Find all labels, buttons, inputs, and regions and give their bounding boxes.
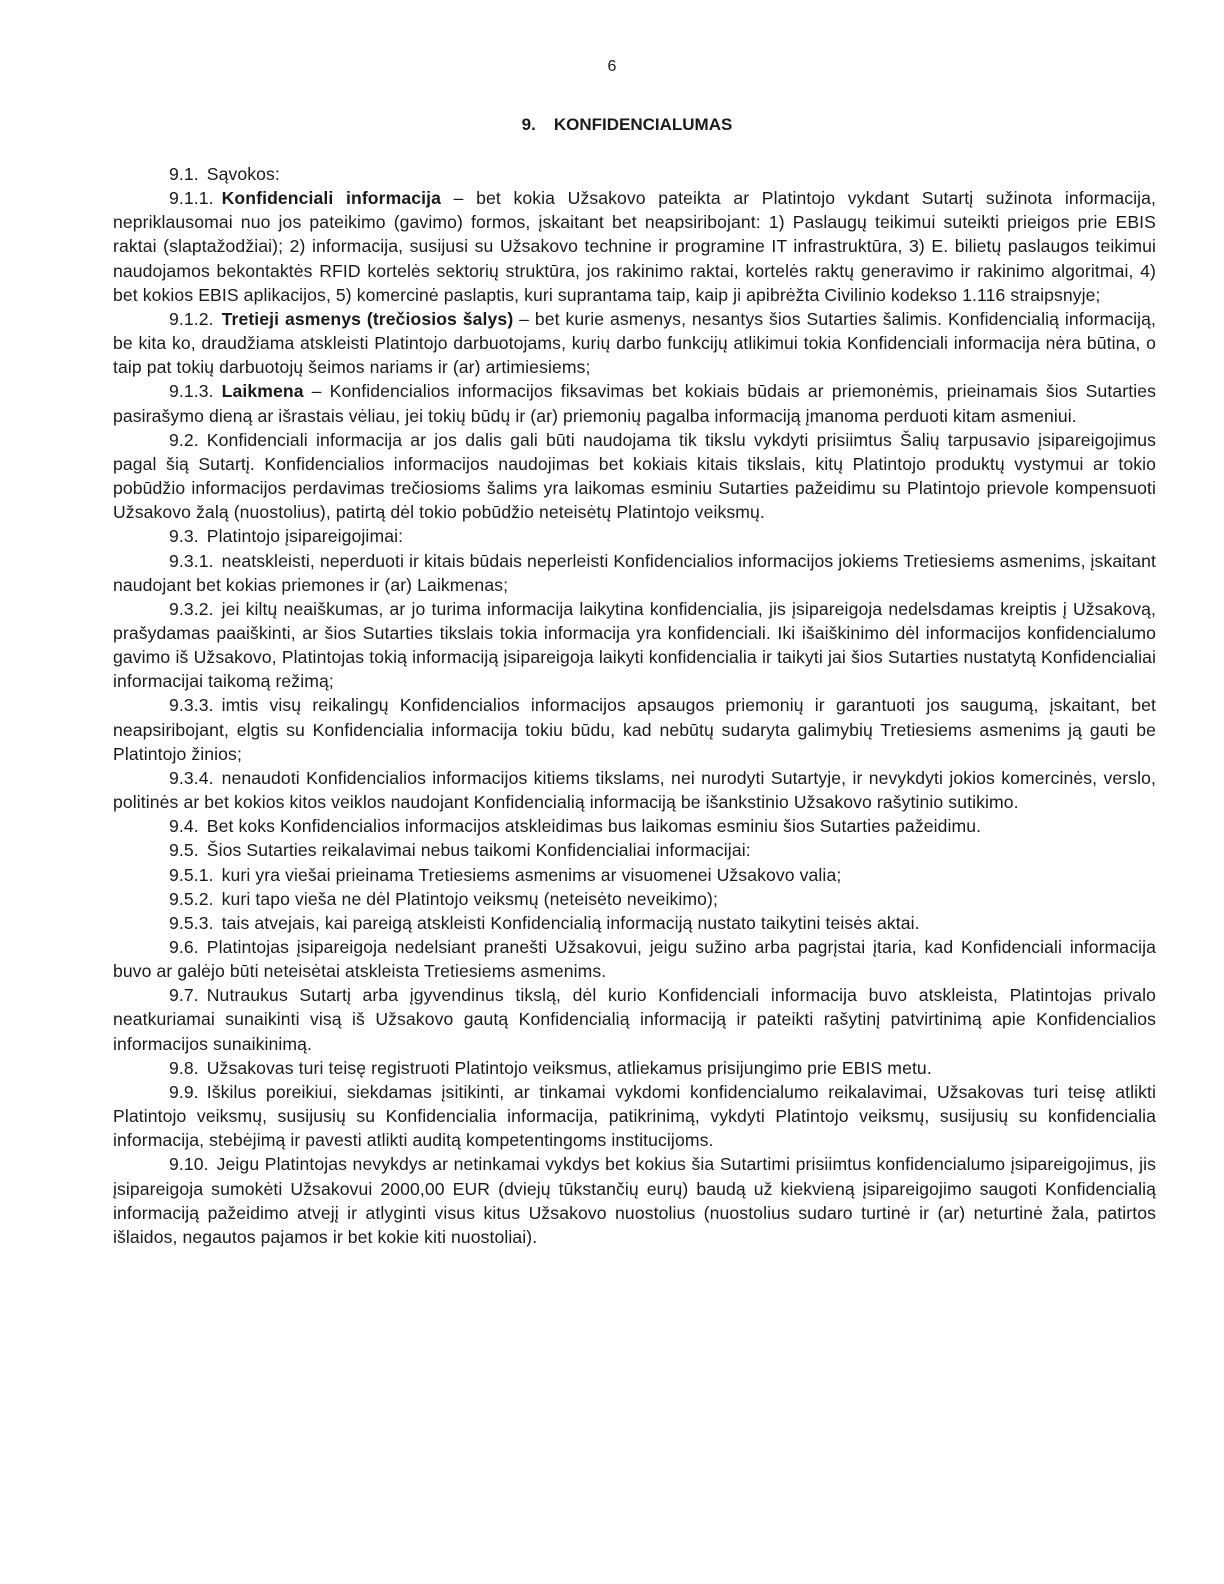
- clause-9-3-4: [113, 766, 1156, 814]
- clause-number: 9.4.: [169, 816, 199, 837]
- clause-9-6: [113, 935, 1156, 983]
- clause-number: 9.5.: [169, 840, 199, 861]
- clause-9-3-1: [113, 549, 1156, 597]
- clause-text: Platintojo įsipareigojimai:: [206, 526, 404, 547]
- clause-number: 9.3.3.: [169, 695, 214, 716]
- clause-number: 9.9.: [169, 1081, 199, 1102]
- clause-9-1-3: [113, 379, 1156, 427]
- clause-9-3-3: [113, 693, 1156, 765]
- clause-number: 9.1.1.: [169, 188, 214, 209]
- clause-text: Užsakovas turi teisę registruoti Platintojo veiksmus, atliekamus prisijungimo prie EBIS metu.: [206, 1057, 932, 1078]
- document-body: [113, 162, 1156, 1249]
- clause-text: neatskleisti, neperduoti ir kitais būdais neperleisti Konfidencialios informacijos jokiems Tretiesiems asmenims, įskaitant naudojant bet kokias priemones ir (ar) Laikmenas;: [113, 550, 1156, 595]
- clause-number: 9.5.1.: [169, 864, 214, 885]
- clause-text: Sąvokos:: [206, 164, 280, 184]
- clause-9-5: [113, 838, 1156, 862]
- clause-text: Jeigu Platintojas nevykdys ar netinkamai vykdys bet kokius šia Sutartimi prisiimtus konfidencialumo įsipareigojimus, jis įsipareigoja sumokėti Užsakovui 2000,00 EUR (dviejų tūkstančių eurų) baudą už kiekvieną įsipareigojimo saugoti Konfidencialią informaciją pažeidimo atvejį ir atlyginti visus kitus Užsakovo nuostolius (nuostolius sudaro turtinė ir (ar) neturtinė žala, patirtos išlaidos, negautos pajamos ir bet kokie kiti nuostoliai).: [113, 1154, 1156, 1247]
- clause-9-3-2: [113, 597, 1156, 694]
- clause-text: imtis visų reikalingų Konfidencialios informacijos apsaugos priemonių ir garantuoti jos saugumą, įskaitant, bet neapsiribojant, elgtis su Konfidencialia informacija tokiu būdu, kad nebūtų sudaryta galimybių Tretiesiems asmenims ją gauti be Platintojo žinios;: [113, 695, 1156, 764]
- section-title: KONFIDENCIALUMAS: [553, 115, 733, 134]
- section-heading: [0, 114, 1224, 136]
- clause-text: Konfidenciali informacija ar jos dalis gali būti naudojama tik tikslu vykdyti prisiimtus Šalių tarpusavio įsipareigojimus pagal šią Sutartį. Konfidencialios informacijos naudojimas bet kokiais kitais tikslais, kitų Platintojo produktų vystymui ar tokio pobūdžio informacijos perdavimas trečiosioms šalims yra laikomas esminiu Sutarties pažeidimu su Platintojo prievole kompensuoti Užsakovo žalą (nuostolius), patirtą dėl tokio pobūdžio neteisėtų Platintojo veiksmų.: [113, 429, 1156, 523]
- clause-9-3: [113, 524, 1156, 548]
- clause-number: 9.10.: [169, 1154, 209, 1175]
- clause-number: 9.1.2.: [169, 308, 214, 329]
- clause-9-7: [113, 983, 1156, 1055]
- clause-number: 9.5.2.: [169, 888, 214, 909]
- clause-9-4: [113, 814, 1156, 838]
- defined-term: Laikmena: [221, 381, 304, 402]
- clause-9-1-1: [113, 186, 1156, 307]
- clause-number: 9.3.: [169, 526, 199, 547]
- clause-9-5-3: [113, 911, 1156, 935]
- defined-term: Konfidenciali informacija: [221, 188, 441, 209]
- clause-number: 9.2.: [169, 429, 199, 450]
- clause-number: 9.7.: [169, 985, 199, 1006]
- clause-9-1-2: [113, 307, 1156, 379]
- clause-number: 9.8.: [169, 1057, 199, 1078]
- clause-text: – bet kurie asmenys, nesantys šios Sutarties šalimis. Konfidencialią informaciją, be kita ko, draudžiama atskleisti Platintojo darbuotojams, kurių darbo funkcijų atlikimui tokia Konfidenciali informacija nėra būtina, o taip pat tokių darbuotojų šeimos nariams ir (ar) artimiesiems;: [113, 308, 1156, 378]
- clause-text: Platintojas įsipareigoja nedelsiant pranešti Užsakovui, jeigu sužino arba pagrįstai įtaria, kad Konfidenciali informacija buvo ar galėjo būti neteisėtai atskleista Tretiesiems asmenims.: [113, 937, 1156, 982]
- clause-9-2: [113, 428, 1156, 525]
- clause-number: 9.1.: [169, 164, 199, 184]
- clause-number: 9.3.2.: [169, 598, 214, 619]
- clause-text: jei kiltų neaiškumas, ar jo turima informacija laikytina konfidencialia, jis įsipareigoja nedelsdamas kreiptis į Užsakovą, prašydamas paaiškinti, ar šios Sutarties tikslais tokia informacija yra konfidenciali. Iki išaiškinimo dėl informacijos konfidencialumo gavimo iš Užsakovo, Platintojas tokią informaciją įsipareigoja laikyti konfidencialia ir taikyti jai šios Sutarties nustatytą Konfidencialiai informacijai taikomą režimą;: [113, 598, 1156, 692]
- clause-text: Šios Sutarties reikalavimai nebus taikomi Konfidencialiai informacijai:: [206, 840, 751, 861]
- clause-9-9: [113, 1080, 1156, 1152]
- section-number: 9.: [521, 115, 536, 134]
- clause-text: kuri yra viešai prieinama Tretiesiems asmenims ar visuomenei Užsakovo valia;: [221, 864, 842, 885]
- page-number: 6: [607, 58, 617, 75]
- clause-text: kuri tapo vieša ne dėl Platintojo veiksmų (neteisėto neveikimo);: [221, 888, 718, 909]
- clause-text: tais atvejais, kai pareigą atskleisti Konfidencialią informaciją nustato taikytini teisės aktai.: [221, 912, 920, 933]
- clause-number: 9.6.: [169, 937, 199, 957]
- clause-9-8: [113, 1056, 1156, 1080]
- clause-number: 9.1.3.: [169, 381, 214, 402]
- clause-9-5-2: [113, 887, 1156, 911]
- defined-term: Tretieji asmenys (trečiosios šalys): [221, 308, 514, 329]
- clause-number: 9.3.1.: [169, 550, 214, 571]
- clause-text: Bet koks Konfidencialios informacijos atskleidimas bus laikomas esminiu šios Sutarties pažeidimu.: [206, 816, 982, 837]
- clause-9-10: [113, 1152, 1156, 1249]
- clause-text: Iškilus poreikiui, siekdamas įsitikinti, ar tinkamai vykdomi konfidencialumo reikalavimai, Užsakovas turi teisę atlikti Platintojo veiksmų, susijusių su Konfidencialia informacija, patikrinimą, vykdyti Platintojo veiksmų, susijusių su konfidencialia informacija, stebėjimą ir pavesti atlikti auditą kompetentingoms institucijoms.: [113, 1081, 1156, 1151]
- clause-number: 9.5.3.: [169, 912, 214, 933]
- clause-9-5-1: [113, 863, 1156, 887]
- clause-text: – Konfidencialios informacijos fiksavimas bet kokiais būdais ar priemonėmis, prieinamais šios Sutarties pasirašymo dieną ar išrastais vėliau, jei tokių būdų ir (ar) priemonių pagalba informaciją įmanoma perduoti kitam asmeniui.: [113, 381, 1156, 426]
- clause-9-1: [113, 162, 1156, 186]
- clause-text: Nutraukus Sutartį arba įgyvendinus tikslą, dėl kurio Konfidenciali informacija buvo atskleista, Platintojas privalo neatkuriamai sunaikinti visą iš Užsakovo gautą Konfidencialią informaciją ir pateikti rašytinį patvirtinimą apie Konfidencialios informacijos sunaikinimą.: [113, 985, 1156, 1054]
- clause-text: nenaudoti Konfidencialios informacijos kitiems tikslams, nei nurodyti Sutartyje, ir nevykdyti jokios komercinės, verslo, politinės ar bet kokios kitos veiklos naudojant Konfidencialią informaciją be išankstinio Užsakovo rašytinio sutikimo.: [113, 767, 1156, 813]
- clause-text: – bet kokia Užsakovo pateikta ar Platintojo vykdant Sutartį sužinota informacija, nepriklausomai nuo jos pateikimo (gavimo) formos, įskaitant bet neapsiribojant: 1) Paslaugų teikimui suteikti prieigos prie EBIS raktai (slaptažodžiai); 2) informacija, susijusi su Užsakovo technine ir programine IT infrastruktūra, 3) E. bilietų paslaugos teikimui naudojamos bekontaktės RFID kortelės sektorių struktūra, jos rakinimo raktai, kortelės raktų generavimo ir rakinimo algoritmai, 4) bet kokios EBIS aplikacijos, 5) komercinė paslaptis, kuri suprantama taip, kaip ji apibrėžta Civilinio kodekso 1.116 straipsnyje;: [113, 188, 1156, 305]
- clause-number: 9.3.4.: [169, 767, 214, 788]
